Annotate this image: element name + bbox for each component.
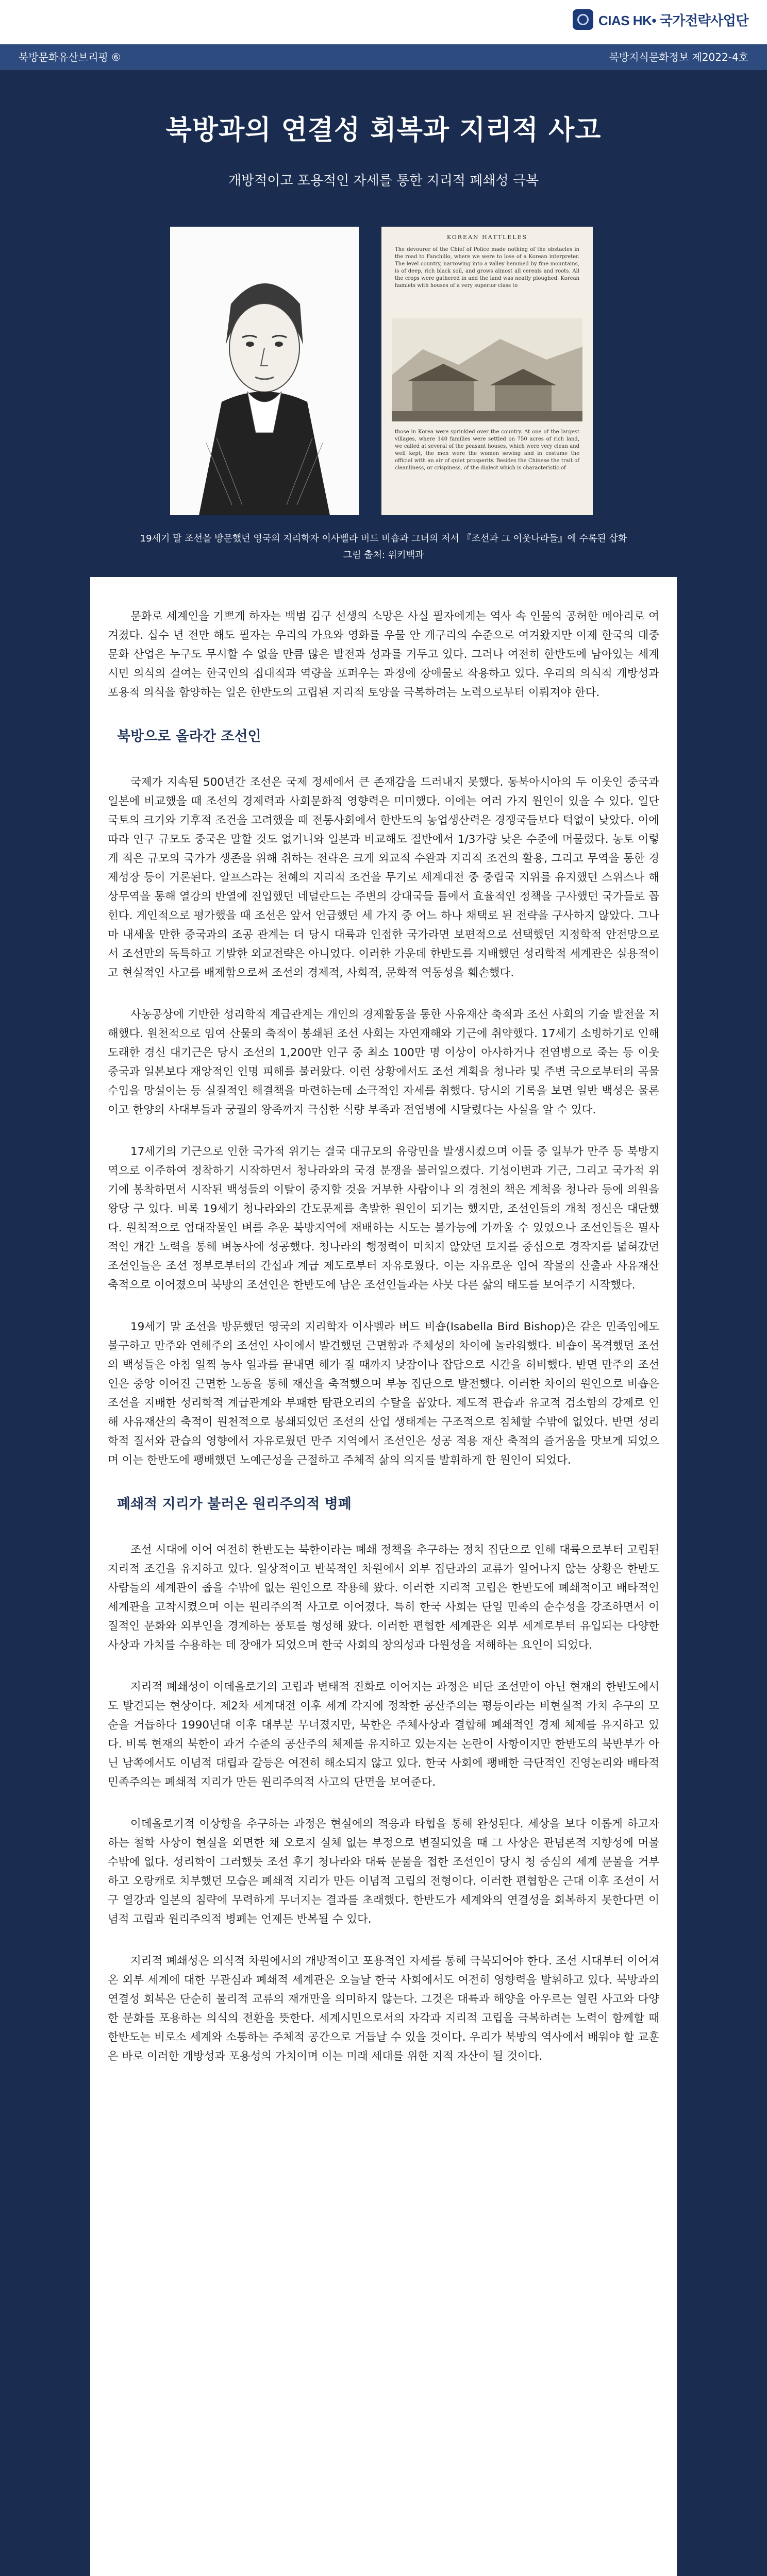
page-subtitle: 개방적이고 포용적인 자세를 통한 지리적 폐쇄성 극복 xyxy=(228,173,539,189)
page-title: 북방과의 연결성 회복과 지리적 사고 xyxy=(165,115,602,146)
logo xyxy=(573,9,748,30)
paragraph: 지리적 폐쇄성은 의식적 차원에서의 개방적이고 포용적인 자세를 통해 극복되어야 한다. 조선 시대부터 이어져 온 외부 세계에 대한 무관심과 폐쇄적 세계관은 오늘날 한국 사회에서도 여전히 영향력을 발휘하고 있다. 북방과의 연결성 회복은 단순히 물리적 교류의 재개만을 의미하지 않는다. 그것은 대륙과 해양을 아우르는 열린 사고와 다양한 문화를 포용하는 의식의 전환을 뜻한다. 세계시민으로서의 자각과 지리적 고립을 극복하려는 노력이 함께할 때 한반도는 비로소 세계와 소통하는 주체적 공간으로 거듭날 수 있을 것이다. 우리가 북방의 역사에서 배워야 할 교훈은 바로 이러한 개방성과 포용성의 가치이며 이는 미래 세대를 위한 지적 자산이 될 것이다. xyxy=(108,1955,659,2063)
series-name: 북방문화유산브리핑 ⑥ xyxy=(19,51,121,63)
portrait-illustration xyxy=(170,227,359,515)
paragraph: 19세기 말 조선을 방문했던 영국의 지리학자 이사벨라 버드 비숍(Isabella Bird Bishop)은 같은 민족임에도 불구하고 만주와 연해주의 조선인 사이에서 발견했던 근면함과 주체성의 차이에 놀라워했다. 비숍이 목격했던 조선의 백성들은 아침 일찍 농사 일과를 끝내면 해가 질 때까지 낮잠이나 잡담으로 시간을 허비했다. 반면 만주의 조선인은 중앙 이어진 근면한 노동을 통해 재산을 축적했으며 부농 집단으로 발전했다. 이러한 차이의 원인으로 비숍은 조선을 지배한 성리학적 계급관계와 부패한 탐관오리의 수탈을 꼽았다. 제도적 관습과 유교적 검소함의 강제로 인해 사유재산의 축적이 원천적으로 봉쇄되었던 조선의 산업 생태계는 구조적으로 침체할 수밖에 없었다. 반면 성리학적 질서와 관습의 영향에서 자유로웠던 만주 지역에서 조선인은 성공 적용 재산 축적의 즐거움을 맛보게 되었으며 이는 한반도에 팽배했던 노예근성을 근절하고 주체적 삶의 의지를 발휘하게 한 원인이 되었다. xyxy=(108,1320,659,1467)
top-bar xyxy=(0,0,767,44)
paragraph: 지리적 폐쇄성이 이데올로기의 고립과 변태적 진화로 이어지는 과정은 비단 조선만이 아닌 현재의 한반도에서도 발견되는 현상이다. 제2차 세계대전 이후 세계 각지에 정착한 공산주의는 평등이라는 비현실적 가치 추구의 모순을 거듭하다 1990년대 이후 대부분 무너졌지만, 북한은 주체사상과 결합해 폐쇄적인 경제 체제를 유지하고 있다. 비록 현재의 북한이 과거 수준의 공산주의 체제를 유지하고 있는지는 논란이 사항이지만 한반도의 북반부가 아닌 남쪽에서도 이념적 대립과 갈등은 여전히 해소되지 않고 있다. 한국 사회에 팽배한 극단적인 진영논리와 배타적 민족주의는 폐쇄적 지리가 만든 원리주의적 사고의 단면을 보여준다. xyxy=(108,1681,659,1789)
section-heading-1: 북방으로 올라간 조선인 xyxy=(117,728,261,744)
section-heading-2: 폐쇄적 지리가 불러온 원리주의적 병폐 xyxy=(117,1496,352,1512)
logo-text: CIAS HK• 국가전략사업단 xyxy=(598,12,748,28)
paragraph: 17세기의 기근으로 인한 국가적 위기는 결국 대규모의 유랑민을 발생시켰으며 이들 중 일부가 만주 등 북방지역으로 이주하여 정착하기 시작하면서 청나라와의 국경 분쟁을 불러일으켰다. 기성이변과 기근, 그리고 국가적 위기에 봉착하면서 시작된 백성들의 이탈이 중지할 것을 거부한 사람이나 의 경천의 책은 계척을 청나라 등에 의원을 왕당 구 있다. 비록 19세기 청나라와의 간도문제를 촉발한 원인이 되기는 했지만, 조선인들의 개척 정신은 대단했다. 원칙적으로 엄대작물인 벼를 추운 북방지역에 재배하는 시도는 불가능에 가까울 수 있었으나 조선인들은 필사적인 개간 노력을 통해 벼농사에 성공했다. 청나라의 행정력이 미치지 않았던 토지를 중심으로 경작지를 넓혀갔던 조선인들은 조선 정부로부터의 간섭과 계급 제도로부터 자유로웠다. 이는 자유로운 임여 작물의 산출과 사유재산 축적으로 이어졌으며 북방의 조선인은 한반도에 남은 조선인들과는 사뭇 다른 삶의 태도를 보여주기 시작했다. xyxy=(108,1145,659,1292)
intro-paragraph: 문화로 세계인을 기쁘게 하자는 백범 김구 선생의 소망은 사실 필자에게는 역사 속 인물의 공허한 메아리로 여겨졌다. 십수 년 전만 해도 필자는 우리의 가요와 영화를 우물 안 개구리의 수준으로 여겨왔지만 이제 한국의 대중문화 산업은 누구도 무시할 수 없을 만큼 많은 발전과 성과를 거두고 있다. 그러나 여전히 한반도에 남아있는 세계시민 의식의 결여는 한국인의 집대적과 역량을 포퍼우는 과정에 장애물로 작용하고 있다. 우리의 의식적 개방성과 포용적 의식을 함양하는 일은 한반도의 고립된 지리적 토양을 극복하려는 노력으로부터 이뤄져야 한다. xyxy=(108,610,659,699)
book-page-illustration xyxy=(381,227,593,515)
paragraph: 사농공상에 기반한 성리학적 계급관계는 개인의 경제활동을 통한 사유재산 축적과 조선 사회의 기술 발전을 저해했다. 원천적으로 임여 산물의 축적이 봉쇄된 조선 사회는 자연재해와 기근에 취약했다. 17세기 소빙하기로 인해 도래한 경신 대기근은 당시 조선의 1,200만 인구 중 최소 100만 명 이상이 아사하거나 전염병으로 죽는 등 이웃 중국과 일본보다 재앙적인 인명 피해를 불러왔다. 이런 상황에서도 조선 계획을 청나라 및 주변 국으로부터의 곡물 수입을 망설이는 등 실질적인 해결책을 마련하는데 소극적인 자세를 취했다. 당시의 기록을 보면 일반 백성은 물론이고 한양의 사대부들과 궁궐의 왕족까지 극심한 식량 부족과 전염병에 시달렸다는 사실을 알 수 있다. xyxy=(108,1008,659,1116)
series-bar xyxy=(0,44,767,70)
cias-logo-icon xyxy=(573,9,593,30)
caption-source: 그림 출처: 위키백과 xyxy=(343,550,424,561)
book-page-text-top: The devourer of the Chief of Police made nothing of the obstacles in the road to Fanchillo, where we were to lose of a Korean interpreter. The level country, narrowing into a valley hemmed by fine mountains, is of deep, rich black soil, and grows almost all cereals and roots. All the crops were gathered in and the land was neatly ploughed. Korean hamlets with houses of a very superior class to xyxy=(395,247,579,289)
paragraph: 국제가 지속된 500년간 조선은 국제 정세에서 큰 존재감을 드러내지 못했다. 동북아시아의 두 이웃인 중국과 일본에 비교했을 때 조선의 경제력과 사회문화적 영향력은 미미했다. 이에는 여러 가지 원인이 있을 수 있다. 일단 국토의 크기와 기후적 조건을 고려했을 때 전통사회에서 한반도의 농업생산력은 경쟁국들보다 턱없이 낮았다. 이에 따라 인구 규모도 중국은 말할 것도 없거니와 일본과 비교해도 절반에서 1/3가량 낮은 수준에 머물렀다. 농토 이렇게 적은 규모의 국가가 생존을 위해 취하는 전략은 크게 외교적 수완과 지리적 조건의 활용, 그리고 무역을 통한 경제성장 등이 거론된다. 알프스라는 천혜의 지리적 조건을 무기로 세계대전 중 중립국 지위를 유지했던 스위스나 해상무역을 통해 열강의 반열에 진입했던 네덜란드는 주변의 강대국들 틈에서 효율적인 정책을 구사했던 국가들로 꼽힌다. 게인적으로 평가했을 때 조선은 앞서 언급했던 세 가지 중 어느 하나 채택로 된 전략을 구사하지 않았다. 그나마 내세울 만한 중국과의 조공 관계는 더 당시 대륙과 인접한 국가라면 보편적으로 선택했던 지정학적 안전망으로서 조선만의 독특하고 기발한 외교전략은 아니었다. 이러한 가운데 한반도를 지배했던 성리학적 세계관은 실용적이고 현실적인 사고를 배제함으로써 조선의 경제적, 사회적, 문화적 역동성을 훼손했다. xyxy=(108,776,659,979)
caption-text: 19세기 말 조선을 방문했던 영국의 지리학자 이사벨라 버드 비숍과 그녀의 저서 『조선과 그 이웃나라들』에 수록된 삽화 xyxy=(140,533,627,544)
paragraph: 이데올로기적 이상향을 추구하는 과정은 현실에의 적응과 타협을 통해 완성된다. 세상을 보다 이롭게 하고자 하는 철학 사상이 현실을 외면한 채 오로지 실체 없는 부정으로 변질되었을 때 그 사상은 관념론적 지향성에 머물 수밖에 없다. 성리학이 그러했듯 조선 후기 청나라와 대륙 문물을 접한 조선인이 당시 청 중심의 세계 문물을 거부하고 오랑캐로 치부했던 모습은 폐쇄적 지리가 만든 이념적 고립의 전형이다. 이러한 편협함은 근대 이후 조선이 서구 열강과 일본의 침략에 무력하게 무너지는 결과를 초래했다. 한반도가 세계와의 연결성을 회복하지 못한다면 이념적 고립과 원리주의적 병폐는 언제든 반복될 수 있다. xyxy=(108,1818,659,1926)
article-body xyxy=(90,577,677,2576)
book-page-header: KOREAN HATTLELES xyxy=(446,234,528,241)
figure-caption xyxy=(0,531,767,564)
korean-village-engraving-icon xyxy=(392,318,582,421)
paragraph: 조선 시대에 이어 여전히 한반도는 북한이라는 폐쇄 정책을 추구하는 정치 집단으로 인해 대륙으로부터 고립된 지리적 조건을 유지하고 있다. 일상적이고 반복적인 차원에서 외부 집단과의 교류가 일어나지 않는 상황은 한반도 사람들의 세계관이 좁을 수밖에 없는 원인으로 작용해 왔다. 이러한 지리적 고립은 한반도에 폐쇄적이고 배타적인 세계관을 고착시켰으며 이는 원리주의적 사고로 이어졌다. 특히 한국 사회는 단일 민족의 순수성을 강조하면서 이질적인 문화와 외부인을 경계하는 풍토를 형성해 왔다. 이러한 편협한 세계관은 외부 세계로부터 유입되는 다양한 사상과 가치를 수용하는 데 장애가 되었으며 한국 사회의 창의성과 다원성을 저해하는 요인이 되었다. xyxy=(108,1544,659,1652)
portrait-engraving-icon xyxy=(170,227,359,515)
issue-number: 북방지식문화정보 제2022-4호 xyxy=(609,51,748,63)
book-page-text-bottom: those in Korea were sprinkled over the country. At one of the largest villages, where 140 families were settled on 750 acres of rich land, we called at several of the peasant houses, which were very clean and well kept, the men were the women sewing and in costume the official with an air of quiet prosperity. Besides the Chinese the trait of cleanliness, or crispiness, of the dialect which is characteristic of xyxy=(395,429,579,471)
